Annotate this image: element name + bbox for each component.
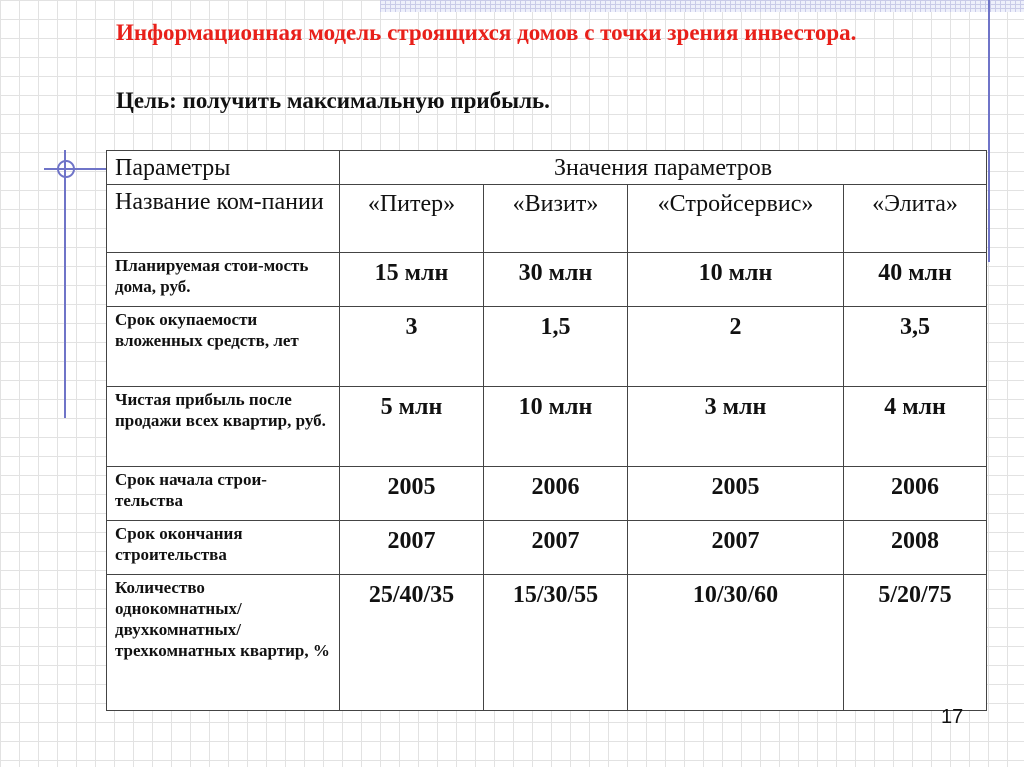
cell-value: 2005 bbox=[628, 467, 844, 521]
page-number: 17 bbox=[941, 706, 964, 728]
cell-value: 4 млн bbox=[844, 387, 987, 467]
table-row bbox=[107, 387, 987, 467]
crosshair-circle-icon bbox=[57, 160, 75, 178]
table-row bbox=[107, 307, 987, 387]
cell-value: 5 млн bbox=[340, 387, 484, 467]
table-row bbox=[107, 467, 987, 521]
header-params: Параметры bbox=[107, 151, 340, 185]
cell-value: 10/30/60 bbox=[628, 575, 844, 711]
company-name: «Элита» bbox=[844, 185, 987, 253]
cell-value: 3,5 bbox=[844, 307, 987, 387]
row-label: Чистая прибыль после продажи всех квартир, руб. bbox=[107, 387, 340, 467]
top-decorative-band bbox=[380, 0, 1024, 12]
cell-value: 2005 bbox=[340, 467, 484, 521]
cell-value: 10 млн bbox=[484, 387, 628, 467]
cell-value: 2008 bbox=[844, 521, 987, 575]
company-row bbox=[107, 185, 987, 253]
cell-value: 2007 bbox=[628, 521, 844, 575]
table-row bbox=[107, 253, 987, 307]
cell-value: 2006 bbox=[844, 467, 987, 521]
cell-value: 1,5 bbox=[484, 307, 628, 387]
cell-value: 2007 bbox=[340, 521, 484, 575]
cell-value: 15/30/55 bbox=[484, 575, 628, 711]
table-row bbox=[107, 521, 987, 575]
cell-value: 5/20/75 bbox=[844, 575, 987, 711]
cell-value: 2006 bbox=[484, 467, 628, 521]
left-horizontal-line bbox=[44, 168, 106, 170]
row-label: Срок начала строи-тельства bbox=[107, 467, 340, 521]
row-label: Количество однокомнатных/ двухкомнатных/ трехкомнатных квартир, % bbox=[107, 575, 340, 711]
header-values: Значения параметров bbox=[340, 151, 987, 185]
cell-value: 10 млн bbox=[628, 253, 844, 307]
cell-value: 40 млн bbox=[844, 253, 987, 307]
company-name: «Стройсервис» bbox=[628, 185, 844, 253]
table-row bbox=[107, 575, 987, 711]
left-vertical-line bbox=[64, 150, 66, 418]
company-label: Название ком-пании bbox=[107, 185, 340, 253]
slide-goal: Цель: получить максимальную прибыль. bbox=[116, 88, 550, 113]
row-label: Срок окупаемости вложенных средств, лет bbox=[107, 307, 340, 387]
cell-value: 15 млн bbox=[340, 253, 484, 307]
cell-value: 2007 bbox=[484, 521, 628, 575]
cell-value: 3 bbox=[340, 307, 484, 387]
cell-value: 3 млн bbox=[628, 387, 844, 467]
row-label: Планируемая стои-мость дома, руб. bbox=[107, 253, 340, 307]
company-name: «Визит» bbox=[484, 185, 628, 253]
parameters-table bbox=[106, 150, 987, 711]
table-header-row bbox=[107, 151, 987, 185]
row-label: Срок окончания строительства bbox=[107, 521, 340, 575]
company-name: «Питер» bbox=[340, 185, 484, 253]
cell-value: 25/40/35 bbox=[340, 575, 484, 711]
slide-title: Информационная модель строящихся домов с точки зрения инвестора. bbox=[116, 20, 857, 45]
cell-value: 2 bbox=[628, 307, 844, 387]
right-vertical-line bbox=[988, 0, 990, 262]
cell-value: 30 млн bbox=[484, 253, 628, 307]
